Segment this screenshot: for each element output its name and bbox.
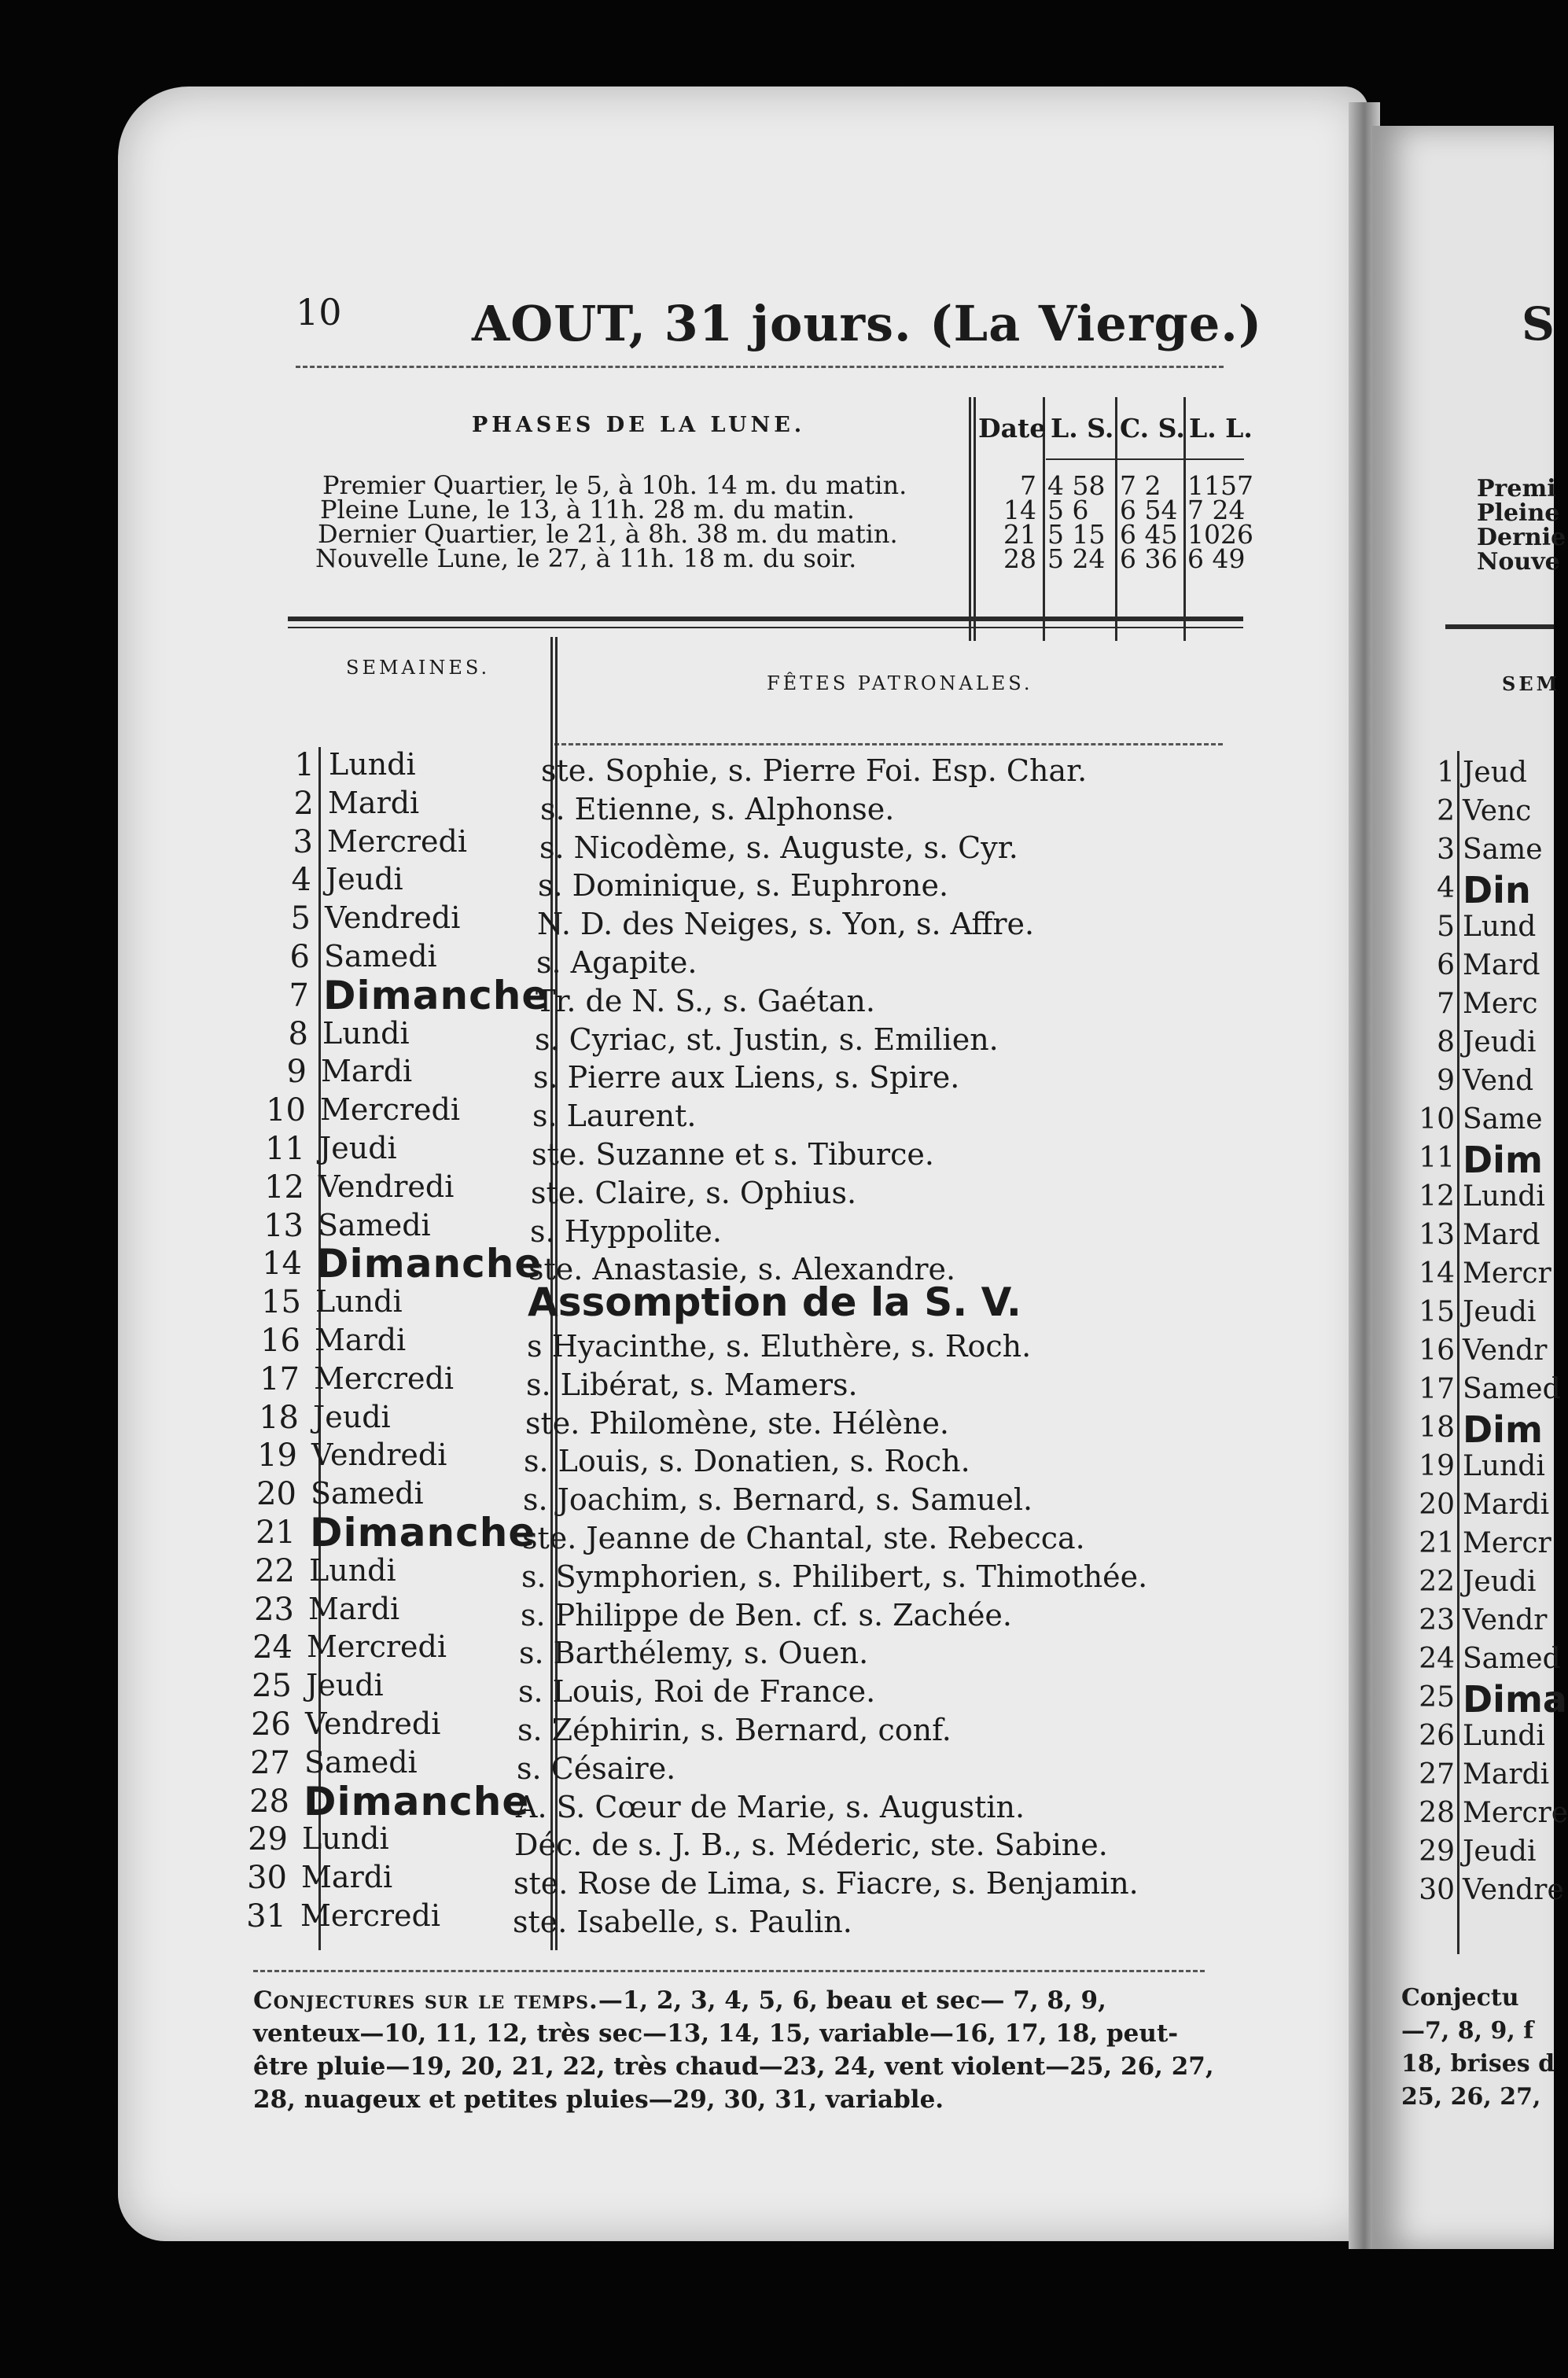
phase-date: 28 <box>1003 543 1036 574</box>
right-day-number: 17 <box>1419 1373 1455 1405</box>
day-number: 10 <box>266 1092 306 1129</box>
day-name: Mardi <box>301 1860 393 1895</box>
day-name: Jeudi <box>306 1668 384 1703</box>
right-day-number: 4 <box>1437 872 1455 904</box>
day-number: 14 <box>262 1246 302 1283</box>
phases-col-divider <box>1115 397 1117 641</box>
fete-patronale: ste. Suzanne et s. Tiburce. <box>532 1137 934 1172</box>
right-day-name: Mercre <box>1463 1797 1568 1829</box>
phase-ls: 4 58 <box>1047 470 1106 501</box>
fete-patronale: s. Louis, Roi de France. <box>518 1674 876 1710</box>
right-day-name: Lundi <box>1463 1720 1545 1752</box>
right-phase-fragment: Premi <box>1477 475 1556 502</box>
day-number: 5 <box>290 900 311 937</box>
right-day-number: 8 <box>1437 1026 1455 1058</box>
right-day-name: Vend <box>1463 1065 1534 1097</box>
right-phase-fragment: Nouve <box>1477 548 1560 576</box>
right-day-number: 5 <box>1437 911 1455 943</box>
day-number: 22 <box>255 1552 295 1589</box>
day-number: 21 <box>256 1515 296 1551</box>
fete-patronale: ste. Claire, s. Ophius. <box>531 1175 857 1210</box>
right-day-number: 9 <box>1437 1065 1455 1097</box>
day-number: 31 <box>246 1898 286 1934</box>
right-day-name: Mard <box>1463 949 1540 981</box>
day-name: Mercredi <box>314 1360 454 1396</box>
phase-description: Premier Quartier, le 5, à 10h. 14 m. du matin. <box>322 470 907 500</box>
fete-patronale: s. Barthélemy, s. Ouen. <box>519 1636 869 1671</box>
right-day-name: Samed <box>1463 1373 1561 1405</box>
conjectures-label: Conjectures sur le temps. <box>253 1986 598 2015</box>
fete-patronale: s. Symphorien, s. Philibert, s. Thimothée. <box>521 1559 1148 1594</box>
day-number: 16 <box>260 1323 300 1359</box>
right-day-number: 13 <box>1419 1219 1455 1251</box>
right-day-name: Jeudi <box>1463 1026 1537 1058</box>
day-number: 17 <box>259 1360 300 1397</box>
fete-patronale: N. D. des Neiges, s. Yon, s. Affre. <box>537 907 1035 942</box>
page-title: AOUT, 31 jours. (La Vierge.) <box>472 295 1263 352</box>
fete-patronale: ste. Sophie, s. Pierre Foi. Esp. Char. <box>541 753 1088 788</box>
day-name: Mardi <box>328 785 420 820</box>
right-day-number: 14 <box>1419 1257 1455 1290</box>
day-number: 19 <box>257 1437 297 1474</box>
fete-patronale: ste. Anastasie, s. Alexandre. <box>528 1252 956 1287</box>
right-day-number: 7 <box>1437 988 1455 1020</box>
right-day-name: Vendr <box>1463 1334 1548 1367</box>
fete-patronale: s. Philippe de Ben. cf. s. Zachée. <box>521 1597 1012 1633</box>
day-number: 3 <box>293 823 313 860</box>
right-day-number: 16 <box>1419 1334 1455 1367</box>
right-day-number: 23 <box>1419 1604 1455 1636</box>
phase-ls: 5 6 <box>1047 495 1089 525</box>
right-day-number: 21 <box>1419 1527 1455 1559</box>
day-number: 25 <box>252 1668 292 1705</box>
right-phase-fragment: Pleine <box>1477 499 1560 527</box>
fete-patronale: s. Louis, s. Donatien, s. Roch. <box>524 1444 970 1479</box>
day-number: 23 <box>254 1591 294 1628</box>
fete-patronale: Déc. de s. J. B., s. Méderic, ste. Sabine. <box>514 1828 1108 1863</box>
phases-bottom-rule-thin <box>288 627 1243 628</box>
right-day-name: Jeudi <box>1463 1566 1537 1598</box>
fete-patronale: s. Césaire. <box>517 1750 676 1786</box>
right-day-name: Same <box>1463 834 1543 866</box>
conjectures <box>253 1984 1220 2116</box>
phases-divider <box>974 397 976 641</box>
fete-patronale: ste. Isabelle, s. Paulin. <box>513 1905 852 1939</box>
day-name: Mardi <box>308 1591 400 1626</box>
phases-divider <box>969 397 971 641</box>
fetes-header-divider <box>554 743 1223 745</box>
right-day-name: Dim <box>1463 1408 1543 1451</box>
day-name: Lundi <box>329 747 416 782</box>
header-divider <box>296 366 1224 368</box>
day-number: 11 <box>265 1131 305 1167</box>
phase-ll: 1026 <box>1187 519 1253 550</box>
right-day-name: Dima <box>1463 1678 1567 1721</box>
day-number: 30 <box>247 1860 287 1897</box>
fete-patronale: A. S. Cœur de Marie, s. Augustin. <box>516 1789 1025 1824</box>
right-conjectures-fragment: 18, brises d <box>1401 2050 1555 2078</box>
right-day-name: Vendre <box>1463 1874 1564 1906</box>
day-number: 9 <box>286 1054 307 1091</box>
right-day-name: Mardi <box>1463 1758 1550 1791</box>
right-day-number: 2 <box>1437 795 1455 827</box>
right-day-name: Lundi <box>1463 1180 1545 1213</box>
day-name: Jeudi <box>313 1399 391 1434</box>
day-name: Samedi <box>324 939 437 974</box>
right-day-name: Venc <box>1463 795 1532 827</box>
day-name: Mercredi <box>307 1629 447 1665</box>
day-name: Samedi <box>304 1744 418 1780</box>
right-page-title: S <box>1522 297 1555 351</box>
right-day-number: 24 <box>1419 1643 1455 1675</box>
day-name: Lundi <box>302 1821 389 1857</box>
fete-patronale: s. Joachim, s. Bernard, s. Samuel. <box>523 1482 1033 1518</box>
right-day-name: Mercr <box>1463 1527 1551 1559</box>
phase-ls: 5 15 <box>1047 519 1106 550</box>
phase-ll: 7 24 <box>1187 495 1246 525</box>
fete-patronale: s Hyacinthe, s. Eluthère, s. Roch. <box>527 1329 1032 1364</box>
fete-patronale: ste. Jeanne de Chantal, ste. Rebecca. <box>522 1521 1085 1555</box>
phase-ll: 1157 <box>1187 470 1253 501</box>
fete-patronale: ste. Philomène, ste. Hélène. <box>525 1405 950 1441</box>
day-number: 1 <box>294 747 315 783</box>
phase-date: 14 <box>1003 495 1036 525</box>
day-name: Samedi <box>318 1207 431 1242</box>
fete-patronale: s. Pierre aux Liens, s. Spire. <box>533 1060 960 1095</box>
phases-header-date: Date <box>978 413 1047 444</box>
right-day-number: 19 <box>1419 1450 1455 1482</box>
day-name: Dimanche <box>304 1778 530 1824</box>
fete-patronale: s. Nicodème, s. Auguste, s. Cyr. <box>539 830 1018 865</box>
phase-date: 7 <box>1020 470 1036 501</box>
phase-description: Dernier Quartier, le 21, à 8h. 38 m. du matin. <box>318 519 898 549</box>
fete-patronale: s. Zéphirin, s. Bernard, conf. <box>517 1713 951 1747</box>
day-number: 20 <box>256 1476 296 1513</box>
right-day-name: Samed <box>1463 1643 1561 1675</box>
right-day-number: 15 <box>1419 1296 1455 1328</box>
phase-date: 21 <box>1003 519 1036 550</box>
phases-header-ls: L. S. <box>1051 413 1114 444</box>
day-number: 7 <box>289 977 309 1014</box>
fete-patronale: s. Libérat, s. Mamers. <box>526 1367 858 1402</box>
right-day-number: 10 <box>1419 1103 1455 1136</box>
right-phases-rule <box>1445 624 1554 629</box>
phases-header-rule <box>1046 458 1244 460</box>
day-number: 12 <box>264 1169 304 1206</box>
day-name: Mercredi <box>300 1898 440 1933</box>
semaines-header: SEMAINES. <box>346 657 491 679</box>
fete-patronale: ste. Rose de Lima, s. Fiacre, s. Benjamin. <box>513 1866 1139 1901</box>
right-day-name: Lundi <box>1463 1450 1545 1482</box>
day-number: 18 <box>259 1399 299 1436</box>
right-day-number: 22 <box>1419 1566 1455 1598</box>
phase-ls: 5 24 <box>1047 543 1106 574</box>
fete-patronale: s. Laurent. <box>532 1099 697 1134</box>
day-number: 8 <box>288 1015 308 1052</box>
right-day-name: Din <box>1463 869 1531 911</box>
day-number: 29 <box>248 1821 288 1858</box>
day-name: Mardi <box>321 1054 413 1089</box>
right-day-number: 25 <box>1419 1681 1455 1714</box>
right-calendar-divider <box>1457 751 1459 1954</box>
day-number: 4 <box>291 862 311 899</box>
phase-cs: 7 2 <box>1120 470 1161 501</box>
day-name: Mercredi <box>320 1092 460 1128</box>
day-number: 26 <box>251 1706 291 1743</box>
right-semaines-header: SEM <box>1502 672 1561 695</box>
day-name: Lundi <box>309 1552 396 1588</box>
right-day-name: Jeudi <box>1463 1296 1537 1328</box>
right-conjectures-fragment: —7, 8, 9, f <box>1401 2017 1534 2045</box>
right-day-number: 26 <box>1419 1720 1455 1752</box>
right-conjectures-fragment: 25, 26, 27, <box>1401 2083 1541 2111</box>
fete-patronale: s. Hyppolite. <box>530 1213 722 1249</box>
right-day-name: Mercr <box>1463 1257 1551 1290</box>
phase-ll: 6 49 <box>1187 543 1246 574</box>
right-day-name: Same <box>1463 1103 1543 1136</box>
phase-cs: 6 36 <box>1120 543 1178 574</box>
right-day-number: 20 <box>1419 1489 1455 1521</box>
day-name: Lundi <box>322 1015 410 1051</box>
right-day-number: 12 <box>1419 1180 1455 1213</box>
right-day-name: Dim <box>1463 1139 1543 1181</box>
phases-header-ll: L. L. <box>1189 413 1253 444</box>
phase-cs: 6 45 <box>1120 519 1178 550</box>
day-name: Samedi <box>311 1476 424 1511</box>
right-day-number: 3 <box>1437 834 1455 866</box>
phases-bottom-rule <box>288 617 1243 621</box>
right-conjectures-fragment: Conjectu <box>1401 1984 1519 2012</box>
day-name: Jeudi <box>326 862 403 897</box>
right-day-name: Vendr <box>1463 1604 1548 1636</box>
day-name: Dimanche <box>310 1510 536 1555</box>
phase-cs: 6 54 <box>1120 495 1178 525</box>
right-day-name: Jeudi <box>1463 1835 1537 1868</box>
right-day-name: Jeud <box>1463 756 1527 789</box>
day-number: 6 <box>289 939 310 975</box>
day-number: 13 <box>263 1207 304 1244</box>
fete-patronale: Tr. de N. S., s. Gaétan. <box>536 983 875 1018</box>
phase-description: Pleine Lune, le 13, à 11h. 28 m. du matin. <box>320 495 855 525</box>
phase-description: Nouvelle Lune, le 27, à 11h. 18 m. du soir. <box>315 543 857 573</box>
right-day-number: 29 <box>1419 1835 1455 1868</box>
right-day-name: Mard <box>1463 1219 1540 1251</box>
conjectures-divider <box>253 1970 1205 1972</box>
day-number: 24 <box>252 1629 293 1666</box>
conjectures-text: —1, 2, 3, 4, 5, 6, beau et sec— 7, 8, 9, venteux—10, 11, 12, très sec—13, 14, 15, variable—16, 17, 18, peut-être pluie—19, 20, 21, 22, très chaud—23, 24, vent violent—25, 26, 27, 28, nuageux et petites pluies—29, 30, 31, variable. <box>253 1986 1214 2114</box>
day-number: 27 <box>250 1744 290 1781</box>
right-day-name: Mardi <box>1463 1489 1550 1521</box>
day-name: Mercredi <box>327 823 467 859</box>
day-name: Jeudi <box>319 1131 397 1165</box>
fete-patronale: s. Cyriac, st. Justin, s. Emilien. <box>535 1022 999 1057</box>
day-name: Vendredi <box>305 1706 441 1741</box>
right-day-number: 27 <box>1419 1758 1455 1791</box>
day-name: Vendredi <box>318 1169 455 1204</box>
day-name: Lundi <box>315 1284 403 1320</box>
day-name: Dimanche <box>323 972 550 1018</box>
phases-title: PHASES DE LA LUNE. <box>472 413 806 437</box>
fetes-header: FÊTES PATRONALES. <box>767 672 1033 694</box>
right-day-name: Lund <box>1463 911 1537 943</box>
right-phase-fragment: Dernie <box>1477 524 1566 551</box>
right-day-number: 1 <box>1437 756 1455 789</box>
right-day-number: 6 <box>1437 949 1455 981</box>
right-day-number: 28 <box>1419 1797 1455 1829</box>
day-name: Vendredi <box>325 900 461 936</box>
right-day-number: 30 <box>1419 1874 1455 1906</box>
fete-patronale: s. Dominique, s. Euphrone. <box>538 868 949 904</box>
day-number: 15 <box>261 1284 301 1321</box>
day-name: Dimanche <box>316 1241 543 1287</box>
phases-header-cs: C. S. <box>1120 413 1185 444</box>
page-number: 10 <box>296 291 342 333</box>
fete-patronale: s. Etienne, s. Alphonse. <box>540 791 895 826</box>
right-day-name: Merc <box>1463 988 1538 1020</box>
day-number: 28 <box>249 1783 289 1820</box>
day-name: Vendredi <box>311 1437 447 1473</box>
right-day-number: 11 <box>1419 1142 1455 1174</box>
fete-patronale: Assomption de la S. V. <box>528 1279 1021 1326</box>
fete-patronale: s. Agapite. <box>536 945 698 980</box>
day-number: 2 <box>293 785 314 822</box>
day-name: Mardi <box>315 1323 407 1357</box>
right-day-number: 18 <box>1419 1412 1455 1444</box>
